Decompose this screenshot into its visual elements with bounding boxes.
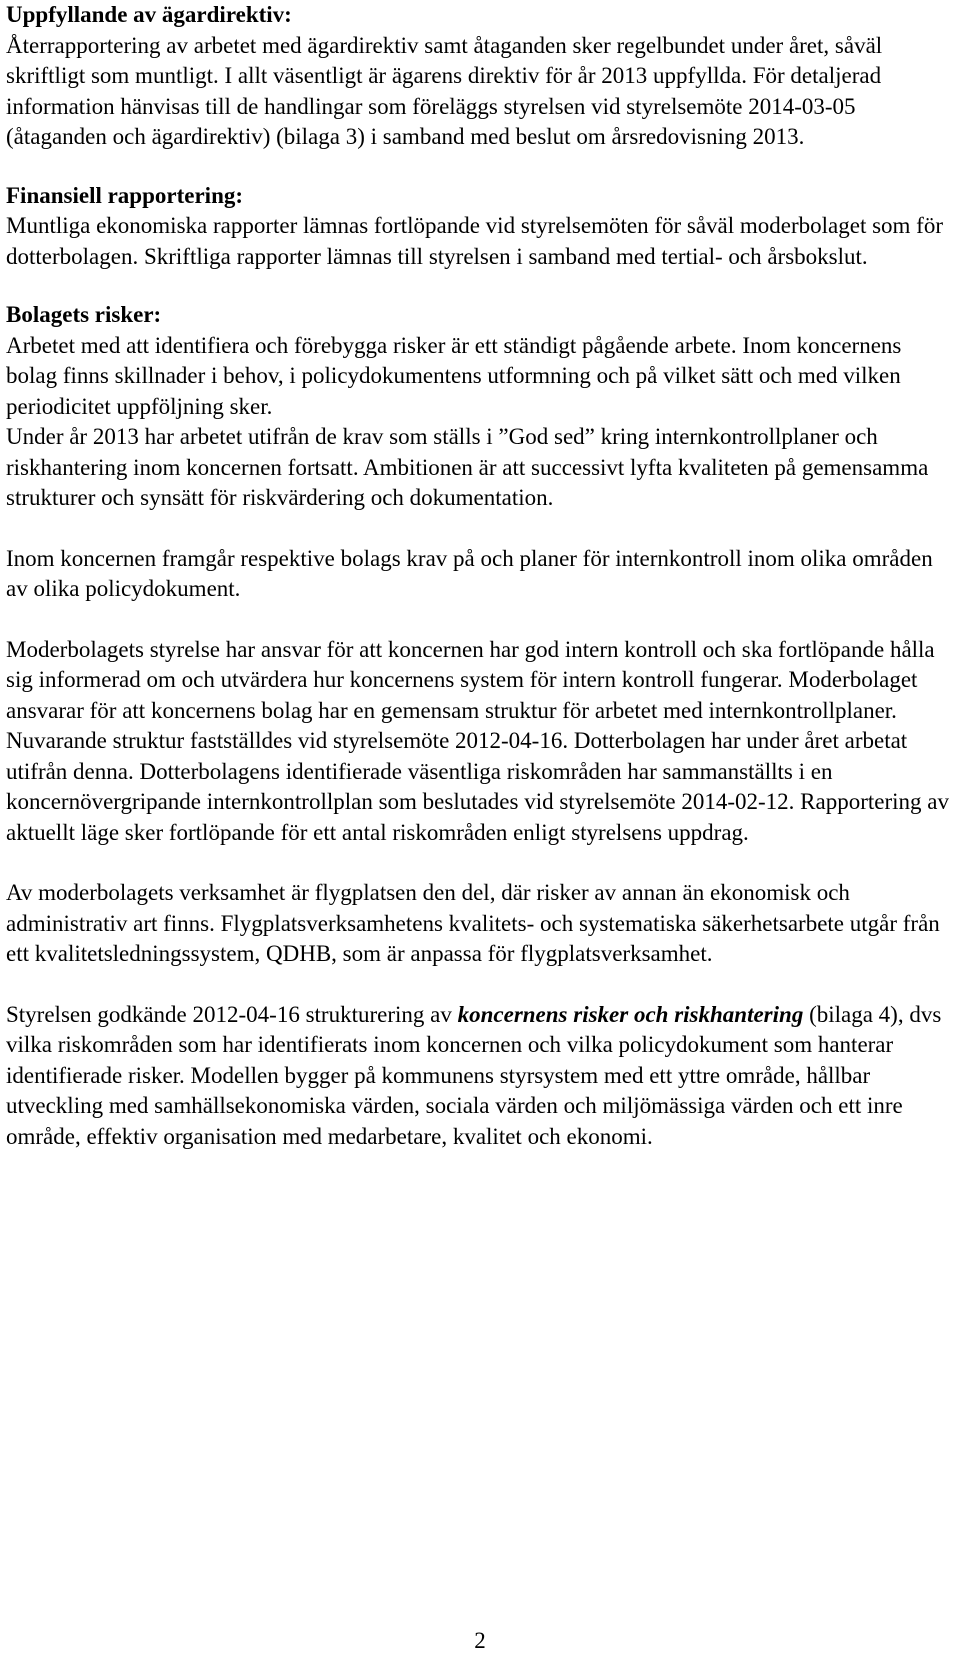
spacer — [6, 605, 952, 635]
section-heading: Bolagets risker: — [6, 302, 162, 327]
emphasis-text: koncernens risker och riskhantering — [457, 1001, 804, 1027]
paragraph-internkontroll: Inom koncernen framgår respektive bolags krav på och planer för internkontroll inom olika områden av olika policydokument. — [6, 545, 933, 601]
paragraph-flygplats: Av moderbolagets verksamhet är flygplatsen den del, där risker av annan än ekonomisk och administrativ art finns. Flygplatsverksamhetens kvalitets- och systematiska säkerhetsarbete utgår från ett kvalitetsledningssystem, QDHB, som är anpassa för flygplatsverksamhet. — [6, 880, 940, 966]
section-agardirektiv — [6, 0, 952, 153]
paragraph-moderbolaget: Moderbolagets styrelse har ansvar för att koncernen har god intern kontroll och ska fortlöpande hålla sig informerad om och utvärdera hur koncernens system för intern kontroll fungerar. Moderbolaget ansvarar för att koncernens bolag har en gemensam struktur för arbetet med internkontrollplaner. Nuvarande struktur fastställdes vid styrelsemöte 2012-04-16. Dotterbolagen har under året arbetat utifrån denna. Dotterbolagens identifierade väsentliga riskområden har sammanställts i en koncernövergripande internkontrollplan som beslutades vid styrelsemöte 2014-02-12. Rapportering av aktuellt läge sker fortlöpande för ett antal riskområden enligt styrelsens uppdrag. — [6, 636, 949, 845]
paragraph-text: (bilaga 4), dvs vilka riskområden som har identifierats inom koncernen och vilka policydokument som hanterar identifierade risker. Modellen bygger på kommunens styrsystem med ett yttre område, hållbar utveckling med samhällsekonomiska värden, sociala värden och miljömässiga värden och ett inre område, effektiv organisation med medarbetare, kvalitet och ekonomi. — [6, 1001, 942, 1149]
section-body: Under år 2013 har arbetet utifrån de krav som ställs i ”God sed” kring internkontrollplaner och riskhantering inom koncernen fortsatt. Ambitionen är att successivt lyfta kvaliteten på gemensamma strukturer och synsätt för riskvärdering och dokumentation. — [6, 424, 929, 510]
paragraph-styrelsen — [6, 1000, 952, 1153]
section-body: Återrapportering av arbetet med ägardirektiv samt åtaganden sker regelbundet under året, såväl skriftligt som muntligt. I allt väsentligt är ägarens direktiv för år 2013 uppfyllda. För detaljerad information hänvisas till de handlingar som föreläggs styrelsen vid styrelsemöte 2014-03-05 (åtaganden och ägardirektiv) (bilaga 3) i samband med beslut om årsredovisning 2013. — [6, 32, 883, 149]
spacer — [6, 153, 952, 181]
section-body: Muntliga ekonomiska rapporter lämnas fortlöpande vid styrelsemöten för såväl moderbolaget som för dotterbolagen. Skriftliga rapporter lämnas till styrelsen i samband med tertial- och årsbokslut. — [6, 213, 944, 269]
spacer — [6, 970, 952, 1000]
spacer — [6, 272, 952, 300]
section-heading: Finansiell rapportering: — [6, 182, 244, 208]
page-number: 2 — [474, 1628, 486, 1653]
section-risker — [6, 300, 952, 514]
document-page — [6, 0, 952, 1152]
spacer — [6, 848, 952, 878]
spacer — [6, 514, 952, 544]
paragraph-text: Styrelsen godkände 2012-04-16 strukturering av — [6, 1001, 458, 1027]
section-heading: Uppfyllande av ägardirektiv: — [6, 2, 292, 27]
section-finansiell — [6, 181, 952, 273]
section-body: Arbetet med att identifiera och förebygga risker är ett ständigt pågående arbete. Inom koncernens bolag finns skillnader i behov, i policydokumentens utformning och på vilket sätt och med vilken periodicitet uppföljning sker. — [6, 332, 902, 419]
